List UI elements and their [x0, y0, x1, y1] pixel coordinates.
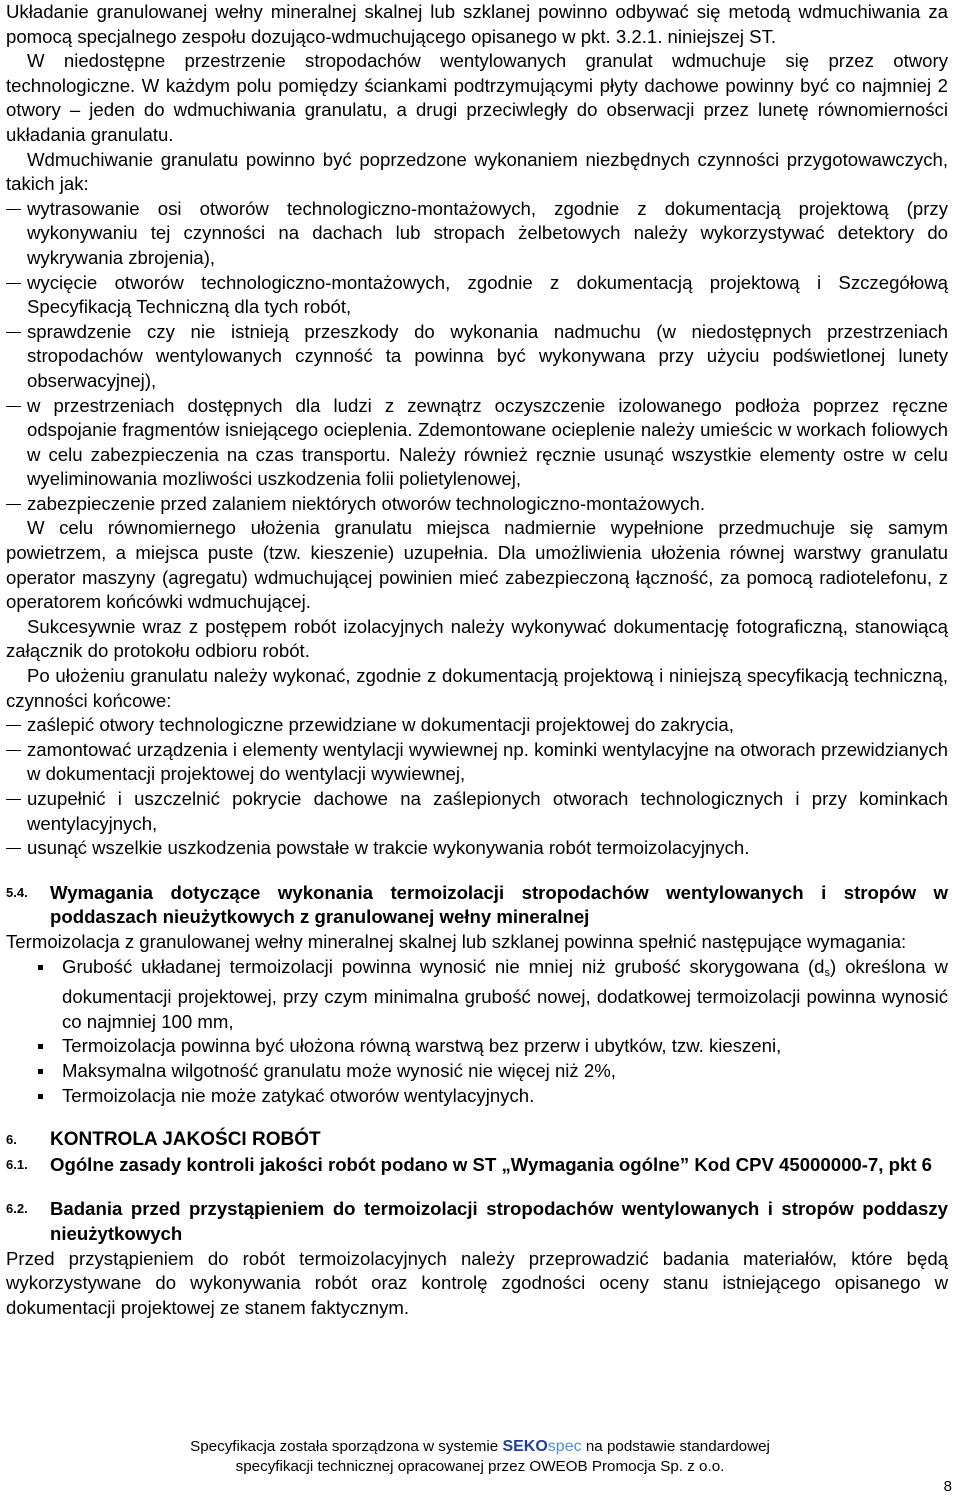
sekospec-logo: SEKOspec: [502, 1438, 582, 1455]
footer-line-2: specyfikacji technicznej opracowanej przez OWEOB Promocja Sp. z o.o.: [235, 1458, 725, 1475]
paragraph-final-actions: Po ułożeniu granulatu należy wykonać, zgodnie z dokumentacją projektową i niniejszą specyfikacją techniczną, czynności końcowe:: [6, 665, 948, 711]
list-item: zabezpieczenie przed zalaniem niektórych otworów technologiczno-montażowych.: [6, 492, 948, 517]
section-6-2-body: [6, 1247, 948, 1321]
section-number: 6.1.: [6, 1156, 28, 1172]
section-6-heading: [6, 1128, 948, 1153]
paragraph-even-layer: W celu równomiernego ułożenia granulatu miejsca nadmiernie wypełnione przedmuchuje się samym powietrzem, a miejsca puste (tzw. kieszenie) uzupełnia. Dla umożliwienia ułożenia równej warstwy granulatu operator maszyny (agregatu) wdmuchującej powinien mieć zabezpieczoną łączność, za pomocą radiotelefonu, z operatorem końcówki wdmuchującej.: [6, 517, 948, 613]
paragraph-preparation: Wdmuchiwanie granulatu powinno być poprzedzone wykonaniem niezbędnych czynności przygotowawczych, takich jak:: [6, 148, 948, 195]
section-5-4-heading: [6, 881, 948, 930]
paragraph-testing: Przed przystąpieniem do robót termoizolacyjnych należy przeprowadzić badania materiałów, które będą wykorzystywane do wykonywania robót oraz kontrolę zgodności oceny stanu istniejącego opisanego w dokumentacji projektowej ze stanem faktycznym.: [6, 1247, 948, 1318]
installation-text: [6, 0, 948, 861]
paragraph-photo-documentation: Sukcesywnie wraz z postępem robót izolacyjnych należy wykonywać dokumentację fotograficzną, stanowiącą załącznik do protokołu odbioru robót.: [6, 615, 948, 662]
requirements-intro: Termoizolacja z granulowanej wełny mineralnej skalnej lub szklanej powinna spełnić następujące wymagania:: [6, 930, 907, 952]
section-6-2-heading: [6, 1197, 948, 1246]
section-number: 5.4.: [6, 884, 28, 900]
section-title: KONTROLA JAKOŚCI ROBÓT: [50, 1129, 321, 1151]
list-item: wytrasowanie osi otworów technologiczno-montażowych, zgodnie z dokumentacją projektową (przy wykonywaniu tej czynności na dachach lub stropach żelbetowych należy wykorzystywać detektory do wykrywania zbrojenia),: [6, 197, 948, 271]
paragraph-method: Układanie granulowanej wełny mineralnej skalnej lub szklanej powinno odbywać się metodą wdmuchiwania za pomocą specjalnego zespołu dozująco-wdmuchującego opisanego w pkt. 3.2.1. niniejszej ST.: [6, 1, 948, 47]
final-actions-list: [6, 713, 948, 861]
list-item: usunąć wszelkie uszkodzenia powstałe w trakcie wykonywania robót termoizolacyjnych.: [6, 836, 948, 861]
list-item: Termoizolacja nie może zatykać otworów wentylacyjnych.: [6, 1084, 948, 1109]
list-item: Maksymalna wilgotność granulatu może wynosić nie więcej niż 2%,: [6, 1059, 948, 1084]
page-footer: [0, 1437, 960, 1477]
list-item: wycięcie otworów technologiczno-montażowych, zgodnie z dokumentacją projektową i Szczegółową Specyfikacją Techniczną dla tych robót,: [6, 271, 948, 320]
list-item: zamontować urządzenia i elementy wentylacji wywiewnej np. kominki wentylacyjne na otworach przewidzianych w dokumentacji projektowej do wentylacji wywiewnej,: [6, 738, 948, 787]
footer-line-1: Specyfikacja została sporządzona w systemie SEKOspec na podstawie standardowej: [190, 1438, 770, 1455]
list-item: zaślepić otwory technologiczne przewidziane w dokumentacji projektowej do zakrycia,: [6, 713, 948, 738]
list-item: Termoizolacja powinna być ułożona równą warstwą bez przerw i ubytków, tzw. kieszeni,: [6, 1034, 948, 1059]
section-title: Ogólne zasady kontroli jakości robót podano w ST „Wymagania ogólne” Kod CPV 45000000-7, pkt 6: [50, 1153, 933, 1175]
list-item: Grubość układanej termoizolacji powinna wynosić nie mniej niż grubość skorygowana $(d_s)$ określona w dokumentacji projektowej, przy czym minimalna grubość nowej, dodatkowej termoizolacji powinna wynosić co najmniej 100 mm,: [6, 955, 948, 1035]
paragraph-ventilated-roofs: W niedostępne przestrzenie stropodachów wentylowanych granulat wdmuchuje się przez otwory technologiczne. W każdym polu pomiędzy ściankami podtrzymującymi płyty dachowe powinny być co najmniej 2 otwory – jeden do wdmuchiwania granulatu, a drugi przeciwległy do obserwacji przez lunetę równomierności układania granulatu.: [6, 50, 948, 145]
preparation-list: [6, 197, 948, 517]
list-item: sprawdzenie czy nie istnieją przeszkody do wykonania nadmuchu (w niedostępnych przestrzeniach stropodachów wentylowanych czynność ta powinna być wykonywana przy użyciu podświetlonej lunety obserwacyjnej),: [6, 320, 948, 394]
list-item: w przestrzeniach dostępnych dla ludzi z zewnątrz oczyszczenie izolowanego podłoża poprzez ręczne odspojanie fragmentów isniejącego ocieplenia. Zdemontowane ocieplenie należy umieścic w workach foliowych w celu zabezpieczenia na czas transportu. Należy również ręcznie usunąć wszystkie elementy ostre w celu wyeliminowania mozliwości uszkodzenia folii polietylenowej,: [6, 394, 948, 492]
page-number: 8: [943, 1478, 952, 1495]
section-6-1-heading: [6, 1153, 948, 1178]
section-number: 6.: [6, 1132, 17, 1148]
section-5-4-body: [6, 930, 948, 1108]
section-title: Wymagania dotyczące wykonania termoizolacji stropodachów wentylowanych i stropów w poddaszach nieużytkowych z granulowanej wełny mineralnej: [50, 881, 948, 928]
requirements-list: [6, 955, 948, 1109]
section-title: Badania przed przystąpieniem do termoizolacji stropodachów wentylowanych i stropów poddaszy nieużytkowych: [50, 1198, 948, 1244]
list-item: uzupełnić i uszczelnić pokrycie dachowe na zaślepionych otworach technologicznych i przy kominkach wentylacyjnych,: [6, 787, 948, 836]
section-number: 6.2.: [6, 1201, 28, 1217]
